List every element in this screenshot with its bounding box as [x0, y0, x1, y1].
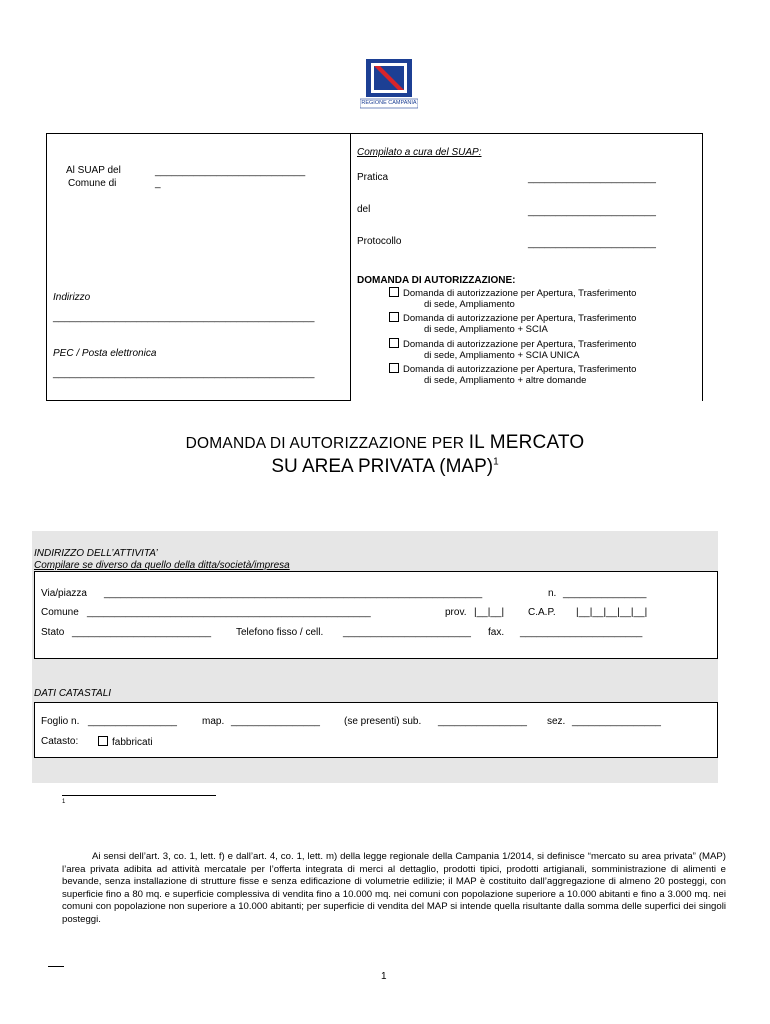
- n-field[interactable]: _______________: [563, 588, 647, 599]
- telefono-label: Telefono fisso / cell.: [236, 627, 324, 638]
- domanda-option[interactable]: Domanda di autorizzazione per Apertura, Trasferimento: [389, 312, 636, 324]
- catasto-label: Catasto:: [41, 736, 79, 747]
- stato-field[interactable]: _________________________: [72, 627, 212, 638]
- pec-field[interactable]: _______________________________________________: [53, 368, 315, 379]
- domanda-title: DOMANDA DI AUTORIZZAZIONE:: [357, 275, 516, 286]
- sub-field[interactable]: ________________: [438, 716, 527, 727]
- compilato-label: Compilato a cura del SUAP:: [357, 147, 482, 158]
- header-left-border: [46, 133, 47, 401]
- domanda-option-line2: di sede, Ampliamento: [424, 299, 515, 310]
- al-suap-label-2: Comune di: [68, 178, 117, 189]
- header-divider: [350, 133, 351, 401]
- checkbox-icon[interactable]: [389, 363, 399, 373]
- fax-label: fax.: [488, 627, 505, 638]
- header-left-bottom-border: [46, 400, 350, 401]
- pratica-label: Pratica: [357, 172, 389, 183]
- catasto-box: [34, 702, 718, 758]
- cap-label: C.A.P.: [528, 607, 556, 618]
- regione-campania-logo: [360, 59, 418, 109]
- comune-blank-under: _: [155, 178, 161, 189]
- al-suap-label-1: Al SUAP del: [66, 165, 121, 176]
- bottom-rule: [48, 966, 64, 967]
- checkbox-icon[interactable]: [389, 312, 399, 322]
- footnote-ref: 1: [493, 456, 499, 468]
- domanda-option[interactable]: Domanda di autorizzazione per Apertura, Trasferimento: [389, 338, 636, 350]
- indirizzo-subheading: Compilare se diverso da quello della ditta/società/impresa: [34, 560, 290, 571]
- stato-label: Stato: [41, 627, 65, 638]
- del-label: del: [357, 204, 371, 215]
- via-label: Via/piazza: [41, 588, 87, 599]
- fabbricati-option[interactable]: fabbricati: [98, 736, 153, 748]
- telefono-field[interactable]: _______________________: [343, 627, 471, 638]
- footnote-marker: 1: [62, 799, 66, 805]
- fax-field[interactable]: ______________________: [520, 627, 643, 638]
- document-title-line1: DOMANDA DI AUTORIZZAZIONE PER IL MERCATO: [185, 432, 585, 453]
- document-title-line2: SU AREA PRIVATA (MAP)$^1$: [271, 456, 499, 477]
- foglio-label: Foglio n.: [41, 716, 80, 727]
- sub-label: (se presenti) sub.: [344, 716, 422, 727]
- indirizzo-field[interactable]: _______________________________________________: [53, 312, 315, 323]
- comune-label: Comune: [41, 607, 79, 618]
- domanda-option[interactable]: Domanda di autorizzazione per Apertura, Trasferimento: [389, 287, 636, 299]
- logo-text: REGIONE CAMPANIA: [361, 100, 417, 106]
- comune-field[interactable]: ___________________________________________________: [87, 607, 371, 618]
- checkbox-icon[interactable]: [389, 287, 399, 297]
- catasto-heading: DATI CATASTALI: [34, 688, 112, 699]
- pec-label: PEC / Posta elettronica: [53, 348, 157, 359]
- header-right-border: [702, 133, 703, 401]
- indirizzo-heading: INDIRIZZO DELL’ATTIVITA’: [34, 548, 158, 559]
- page-number: 1: [381, 971, 387, 982]
- comune-blank-field[interactable]: ___________________________: [155, 166, 306, 177]
- indirizzo-label: Indirizzo: [53, 292, 91, 303]
- n-label: n.: [548, 588, 557, 599]
- footnote-separator: [62, 795, 216, 796]
- foglio-field[interactable]: ________________: [88, 716, 177, 727]
- checkbox-icon[interactable]: [389, 338, 399, 348]
- map-label: map.: [202, 716, 225, 727]
- pratica-field[interactable]: _______________________: [528, 173, 656, 184]
- checkbox-icon[interactable]: [98, 736, 108, 746]
- domanda-option[interactable]: Domanda di autorizzazione per Apertura, Trasferimento: [389, 363, 636, 375]
- domanda-option-line2: di sede, Ampliamento + SCIA: [424, 324, 548, 335]
- map-field[interactable]: ________________: [231, 716, 320, 727]
- protocollo-label: Protocollo: [357, 236, 402, 247]
- footnote-text: Ai sensi dell’art. 3, co. 1, lett. f) e dall’art. 4, co. 1, lett. m) della legge regionale della Campania 1/2014, si definisce “mercato su area privata” (MAP) l’area privata adibita ad attività mercatale per l’offerta integrata di merci al dettaglio, prodotti tipici, prodotti artigianali, somministrazione di alimenti e bevande, senza installazione di strutture fisse e senza edificazione di volumetrie edilizie; il MAP è costituito dall’aggregazione di almeno 20 posteggi, con superficie fino a 80 mq. e superficie complessiva di vendita fino a 10.000 mq. nei comuni con popolazione superiore a 10.000 abitanti e fino a 3.000 mq. nei comuni con popolazione non superiore a 10.000 abitanti; per superficie di vendita del MAP si intende quella risultante dalla somma delle superfici dei singoli posteggi.: [62, 851, 726, 925]
- cap-field[interactable]: |__|__|__|__|__|: [576, 607, 648, 618]
- domanda-option-line2: di sede, Ampliamento + SCIA UNICA: [424, 350, 580, 361]
- del-field[interactable]: _______________________: [528, 206, 656, 217]
- prov-field[interactable]: |__|__|: [474, 607, 505, 618]
- domanda-option-line2: di sede, Ampliamento + altre domande: [424, 375, 587, 386]
- protocollo-field[interactable]: _______________________: [528, 238, 656, 249]
- via-field[interactable]: ____________________________________________________________________: [104, 588, 483, 599]
- prov-label: prov.: [445, 607, 467, 618]
- sez-label: sez.: [547, 716, 566, 727]
- sez-field[interactable]: ________________: [572, 716, 661, 727]
